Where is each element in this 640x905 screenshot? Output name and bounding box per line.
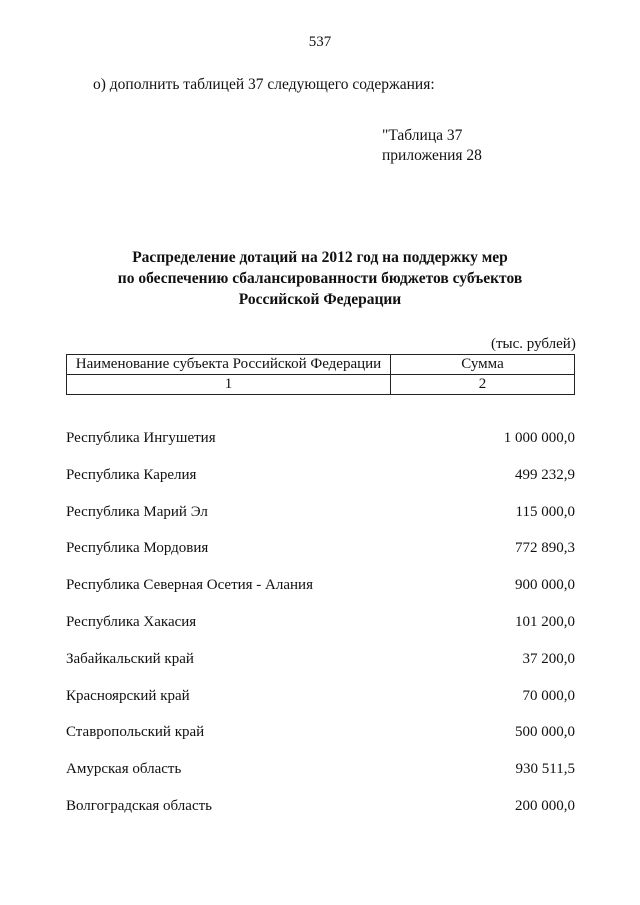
page-number: 537 bbox=[308, 34, 332, 50]
table-row bbox=[66, 500, 575, 537]
region-name: Республика Карелия bbox=[66, 466, 197, 483]
column-number-row bbox=[67, 375, 575, 395]
table-row bbox=[66, 463, 575, 500]
region-name: Волгоградская область bbox=[66, 797, 212, 814]
region-amount: 70 000,0 bbox=[522, 687, 575, 704]
table-reference-line2: приложения 28 bbox=[382, 147, 482, 164]
table-row bbox=[66, 684, 575, 721]
region-name: Республика Хакасия bbox=[66, 613, 197, 630]
region-name: Республика Марий Эл bbox=[66, 503, 208, 520]
table-body bbox=[66, 426, 575, 831]
region-amount: 1 000 000,0 bbox=[503, 430, 575, 446]
intro-text: о) дополнить таблицей 37 следующего содержания: bbox=[93, 76, 435, 93]
region-amount: 772 890,3 bbox=[515, 540, 575, 557]
region-amount: 500 000,0 bbox=[515, 724, 575, 741]
table-reference bbox=[382, 126, 482, 166]
region-name: Республика Ингушетия bbox=[66, 430, 216, 446]
region-name: Забайкальский край bbox=[66, 650, 194, 667]
title-line2: по обеспечению сбалансированности бюджетов субъектов bbox=[117, 270, 523, 287]
region-name: Республика Мордовия bbox=[66, 540, 209, 557]
region-amount: 115 000,0 bbox=[515, 503, 575, 520]
table-row bbox=[66, 757, 575, 794]
region-name: Красноярский край bbox=[66, 687, 190, 704]
region-amount: 37 200,0 bbox=[522, 650, 575, 667]
region-name: Республика Северная Осетия - Алания bbox=[66, 577, 313, 594]
region-name: Амурская область bbox=[66, 761, 182, 778]
table-header bbox=[66, 354, 575, 395]
header-amount-column: Сумма bbox=[391, 355, 575, 375]
table-row bbox=[66, 536, 575, 573]
table-row bbox=[66, 573, 575, 610]
region-amount: 499 232,9 bbox=[515, 466, 575, 483]
region-amount: 200 000,0 bbox=[515, 797, 575, 814]
column-number-1: 1 bbox=[67, 375, 391, 395]
header-row bbox=[67, 355, 575, 375]
table-row bbox=[66, 647, 575, 684]
header-name-column: Наименование субъекта Российской Федерации bbox=[67, 355, 391, 375]
units-label: (тыс. рублей) bbox=[491, 336, 576, 352]
column-number-2: 2 bbox=[391, 375, 575, 395]
title-line1: Распределение дотаций на 2012 год на поддержку мер bbox=[132, 249, 508, 266]
region-amount: 900 000,0 bbox=[515, 577, 575, 594]
region-name: Ставропольский край bbox=[66, 724, 205, 741]
table-row bbox=[66, 610, 575, 647]
title-line3: Российской Федерации bbox=[238, 291, 402, 308]
region-amount: 101 200,0 bbox=[515, 613, 575, 630]
table-row bbox=[66, 426, 575, 463]
table-row bbox=[66, 720, 575, 757]
document-title bbox=[0, 247, 640, 310]
table-row bbox=[66, 794, 575, 831]
table-reference-line1: "Таблица 37 bbox=[382, 127, 463, 144]
region-amount: 930 511,5 bbox=[515, 761, 575, 778]
